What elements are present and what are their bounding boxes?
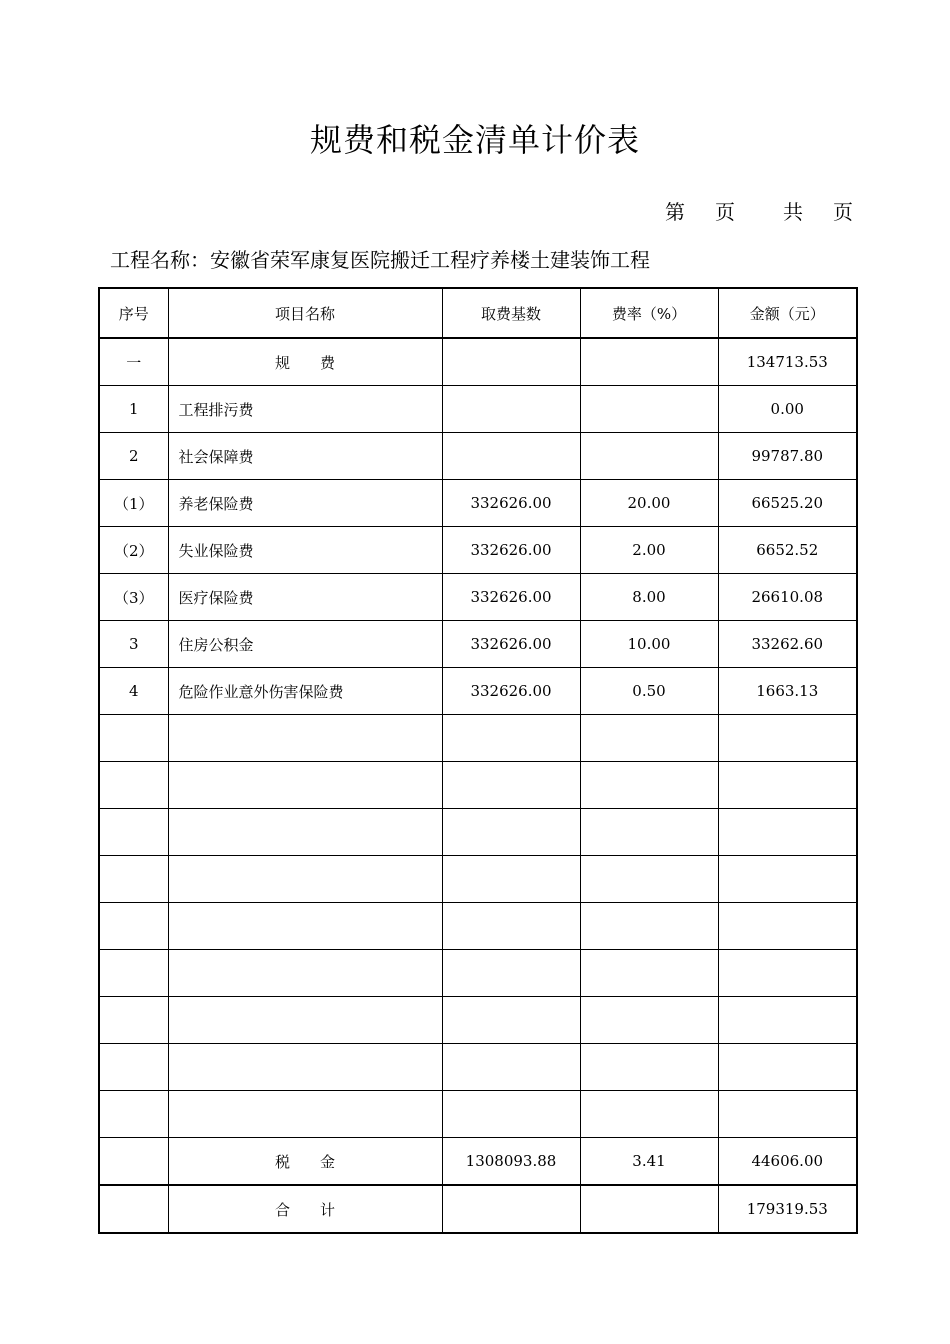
cell-rate [580,433,718,480]
cell-base [442,997,580,1044]
table-row [99,668,857,715]
cell-base [442,1044,580,1091]
cell-no [99,856,168,903]
cell-no: 2 [99,433,168,480]
table-row [99,715,857,762]
table-row [99,338,857,386]
cell-amount: 0.00 [718,386,857,433]
header-no: 序号 [99,288,168,338]
cell-no [99,903,168,950]
cell-no [99,997,168,1044]
cell-rate: 3.41 [580,1138,718,1186]
cell-amount [718,1091,857,1138]
cell-no [99,1044,168,1091]
table-row [99,1138,857,1186]
cell-no: 1 [99,386,168,433]
cell-rate [580,1044,718,1091]
cell-no [99,950,168,997]
cell-name: 工程排污费 [168,386,442,433]
table-row [99,856,857,903]
cell-rate [580,903,718,950]
cell-name [168,1044,442,1091]
cell-name: 社会保障费 [168,433,442,480]
cell-amount: 99787.80 [718,433,857,480]
cell-no [99,1138,168,1186]
table-row [99,527,857,574]
cell-name: 合 计 [168,1185,442,1233]
cell-base [442,1185,580,1233]
cell-rate [580,715,718,762]
cell-name [168,997,442,1044]
page-gong-label: 共 [783,200,803,224]
cell-rate [580,386,718,433]
cell-name: 养老保险费 [168,480,442,527]
cell-no: 4 [99,668,168,715]
cell-rate [580,338,718,386]
cell-base: 332626.00 [442,527,580,574]
page-total-ye-label: 页 [833,200,853,224]
cell-amount: 44606.00 [718,1138,857,1186]
cell-amount: 179319.53 [718,1185,857,1233]
cell-base [442,809,580,856]
cell-base [442,762,580,809]
cell-base [442,856,580,903]
cell-base: 332626.00 [442,668,580,715]
cell-amount [718,997,857,1044]
cell-no [99,1091,168,1138]
cell-name [168,762,442,809]
cell-amount: 66525.20 [718,480,857,527]
cell-base: 332626.00 [442,621,580,668]
table-row [99,1091,857,1138]
cell-amount [718,903,857,950]
table-row [99,950,857,997]
cell-name [168,1091,442,1138]
cell-base: 332626.00 [442,480,580,527]
cell-rate [580,997,718,1044]
cell-rate: 10.00 [580,621,718,668]
page-number-info [665,196,853,225]
cell-base [442,386,580,433]
cell-rate [580,1091,718,1138]
header-name: 项目名称 [168,288,442,338]
cell-base: 1308093.88 [442,1138,580,1186]
cell-name: 住房公积金 [168,621,442,668]
cell-rate: 2.00 [580,527,718,574]
table-row [99,386,857,433]
cell-no [99,762,168,809]
table-row [99,621,857,668]
table-row [99,1185,857,1233]
cell-amount [718,1044,857,1091]
cell-name [168,809,442,856]
cell-amount [718,715,857,762]
cell-base: 332626.00 [442,574,580,621]
cell-amount: 26610.08 [718,574,857,621]
table-row [99,433,857,480]
cell-rate [580,856,718,903]
cell-no: 3 [99,621,168,668]
project-name: 工程名称：安徽省荣军康复医院搬迁工程疗养楼土建装饰工程 [110,248,650,272]
cell-name: 规 费 [168,338,442,386]
cell-base [442,715,580,762]
cell-amount [718,809,857,856]
cell-rate [580,762,718,809]
cell-amount [718,856,857,903]
cell-no [99,715,168,762]
table-row [99,574,857,621]
cell-rate: 8.00 [580,574,718,621]
page-title: 规费和税金清单计价表 [309,121,640,159]
cell-rate: 0.50 [580,668,718,715]
table-row [99,480,857,527]
table-header-row [99,288,857,338]
table-row [99,997,857,1044]
table-row [99,809,857,856]
cell-amount: 1663.13 [718,668,857,715]
cell-no [99,1185,168,1233]
cell-rate: 20.00 [580,480,718,527]
cell-name [168,903,442,950]
cell-rate [580,809,718,856]
cell-base [442,903,580,950]
page-di-label: 第 [665,200,685,224]
cell-amount [718,950,857,997]
cell-rate [580,1185,718,1233]
cell-amount: 6652.52 [718,527,857,574]
cell-name: 税 金 [168,1138,442,1186]
cell-amount: 134713.53 [718,338,857,386]
cell-name: 危险作业意外伤害保险费 [168,668,442,715]
header-rate: 费率（%） [580,288,718,338]
table-body [99,288,857,1233]
header-amount: 金额（元） [718,288,857,338]
cell-rate [580,950,718,997]
page-ye-label: 页 [715,200,735,224]
cell-amount: 33262.60 [718,621,857,668]
table-row [99,762,857,809]
cell-name: 医疗保险费 [168,574,442,621]
cell-name [168,715,442,762]
cell-name [168,950,442,997]
cell-base [442,338,580,386]
table-row [99,1044,857,1091]
cell-no: （3） [99,574,168,621]
cell-base [442,1091,580,1138]
cell-no: （2） [99,527,168,574]
cell-base [442,950,580,997]
cell-no: 一 [99,338,168,386]
table-row [99,903,857,950]
header-base: 取费基数 [442,288,580,338]
cell-no [99,809,168,856]
cell-name [168,856,442,903]
cell-amount [718,762,857,809]
cell-base [442,433,580,480]
cell-name: 失业保险费 [168,527,442,574]
cell-no: （1） [99,480,168,527]
fee-tax-table [98,287,858,1234]
